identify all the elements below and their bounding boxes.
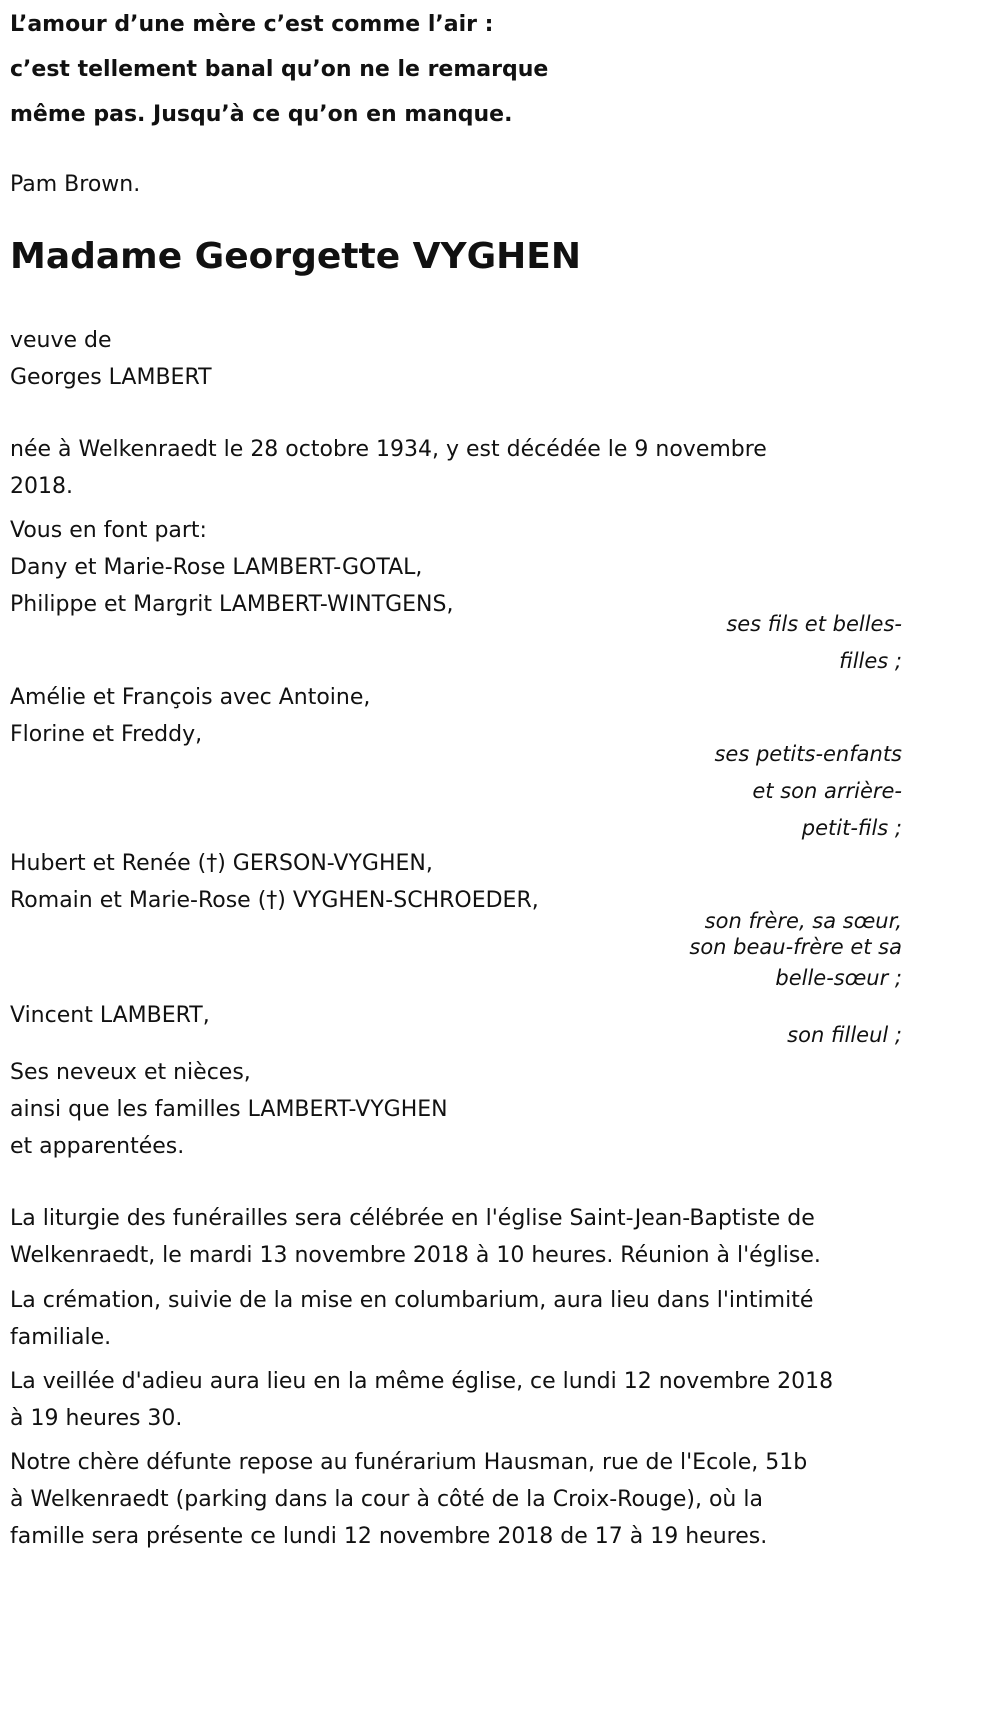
relation-line: son frère, sa sœur, — [704, 909, 902, 933]
relation-godson — [787, 1017, 902, 1054]
relatives-line: et apparentées. — [10, 1134, 185, 1159]
epigraph-quote — [10, 2, 910, 137]
quote-line: c’est tellement banal qu’on ne le remarque — [10, 57, 549, 82]
relation-siblings — [689, 908, 902, 997]
quote-line: même pas. Jusqu’à ce qu’on en manque. — [10, 102, 513, 127]
widow-label: veuve de — [10, 328, 112, 353]
birth-death-line: 2018. — [10, 474, 73, 499]
birth-death-line: née à Welkenraedt le 28 octobre 1934, y est décédée le 9 novembre — [10, 437, 767, 462]
relation-line: son beau-frère et sa — [689, 935, 902, 959]
relation-line: et son arrière- — [752, 779, 902, 803]
paragraph-line: famille sera présente ce lundi 12 novembre 2018 de 17 à 19 heures. — [10, 1524, 768, 1549]
family-name: Romain et Marie-Rose (†) VYGHEN-SCHROEDER, — [10, 888, 539, 913]
relation-line: son filleul ; — [787, 1023, 902, 1047]
birth-death-info — [10, 431, 910, 505]
vigil-paragraph — [10, 1363, 910, 1437]
quote-line: L’amour d’une mère c’est comme l’air : — [10, 12, 494, 37]
family-name: Amélie et François avec Antoine, — [10, 685, 371, 710]
relation-line: ses fils et belles- — [726, 612, 902, 636]
paragraph-line: Welkenraedt, le mardi 13 novembre 2018 à 10 heures. Réunion à l'église. — [10, 1243, 821, 1268]
widow-block — [10, 322, 910, 396]
paragraph-line: La veillée d'adieu aura lieu en la même église, ce lundi 12 novembre 2018 — [10, 1369, 834, 1394]
deceased-name: Madame Georgette VYGHEN — [10, 236, 581, 277]
paragraph-line: La crémation, suivie de la mise en columbarium, aura lieu dans l'intimité — [10, 1288, 814, 1313]
relation-line: belle-sœur ; — [775, 966, 902, 990]
paragraph-line: à 19 heures 30. — [10, 1406, 183, 1431]
family-name: Philippe et Margrit LAMBERT-WINTGENS, — [10, 592, 454, 617]
family-name: Vincent LAMBERT, — [10, 1003, 210, 1028]
relation-line: petit-fils ; — [801, 816, 902, 840]
spouse-name: Georges LAMBERT — [10, 365, 212, 390]
relation-grandchildren — [714, 736, 902, 847]
family-name: Hubert et Renée (†) GERSON-VYGHEN, — [10, 851, 433, 876]
paragraph-line: familiale. — [10, 1325, 112, 1350]
family-name: Florine et Freddy, — [10, 722, 203, 747]
funerarium-paragraph — [10, 1444, 910, 1555]
other-relatives — [10, 1054, 910, 1165]
relatives-line: Ses neveux et nièces, — [10, 1060, 251, 1085]
paragraph-line: Notre chère défunte repose au funérarium Hausman, rue de l'Ecole, 51b — [10, 1450, 808, 1475]
relation-sons — [726, 606, 902, 680]
liturgy-paragraph — [10, 1200, 910, 1274]
cremation-paragraph — [10, 1282, 910, 1356]
relatives-line: ainsi que les familles LAMBERT-VYGHEN — [10, 1097, 448, 1122]
quote-author: Pam Brown. — [10, 172, 141, 197]
paragraph-line: La liturgie des funérailles sera célébrée en l'église Saint-Jean-Baptiste de — [10, 1206, 815, 1231]
family-name: Dany et Marie-Rose LAMBERT-GOTAL, — [10, 555, 423, 580]
announcement-intro: Vous en font part: — [10, 518, 207, 543]
announcement-group4 — [10, 997, 910, 1034]
relation-line: filles ; — [839, 649, 902, 673]
relation-line: ses petits-enfants — [714, 742, 902, 766]
paragraph-line: à Welkenraedt (parking dans la cour à côté de la Croix-Rouge), où la — [10, 1487, 763, 1512]
